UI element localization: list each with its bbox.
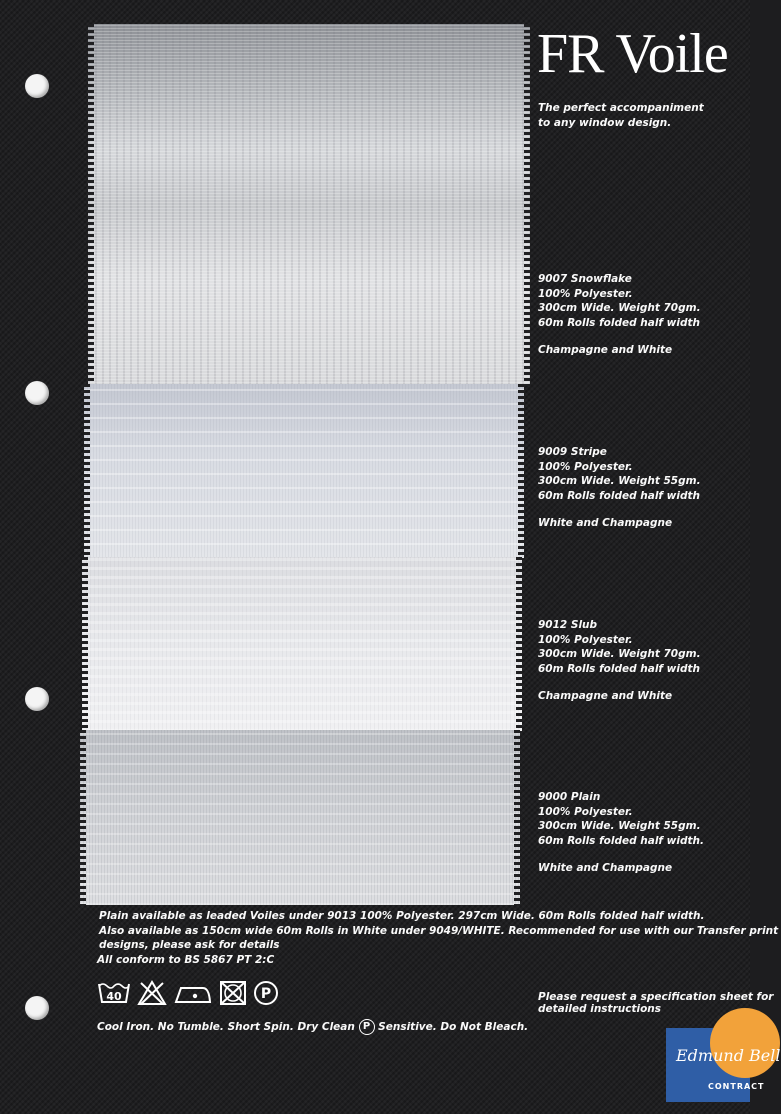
binder-hole-4 — [25, 996, 49, 1020]
logo-orange-circle — [710, 1008, 780, 1078]
product-stripe — [538, 445, 701, 531]
no-tumble-icon — [219, 980, 247, 1006]
product-spec: 300cm Wide. Weight 55gm. — [538, 820, 701, 832]
swatch-slub — [82, 557, 522, 732]
cool-iron-icon — [173, 980, 213, 1006]
product-rolls: 60m Rolls folded half width. — [538, 834, 704, 847]
dry-clean-p-icon — [253, 980, 279, 1006]
product-plain — [538, 790, 704, 876]
product-code: 9007 Snowflake — [538, 273, 632, 285]
product-spec: 300cm Wide. Weight 70gm. — [538, 648, 701, 660]
binder-hole-3 — [25, 687, 49, 711]
product-material: 100% Polyester. — [538, 805, 633, 818]
product-code: 9000 Plain — [538, 791, 601, 803]
product-colours: Champagne and White — [538, 344, 673, 356]
product-slub — [538, 618, 701, 704]
product-code: 9012 Slub — [538, 619, 598, 631]
wash-40-icon — [97, 980, 131, 1006]
product-spec: 300cm Wide. Weight 70gm. — [538, 302, 701, 314]
product-material: 100% Polyester. — [538, 460, 633, 473]
product-rolls: 60m Rolls folded half width — [538, 316, 700, 329]
swatch-plain — [80, 730, 520, 905]
product-colours: White and Champagne — [538, 517, 673, 529]
page-title: FR Voile — [537, 23, 728, 85]
product-colours: White and Champagne — [538, 862, 673, 874]
product-snowflake — [538, 272, 701, 358]
logo-word: CONTRACT — [708, 1082, 765, 1091]
dry-clean-symbol: P — [359, 1019, 375, 1035]
product-material: 100% Polyester. — [538, 287, 633, 300]
no-bleach-icon — [137, 980, 167, 1006]
tagline: The perfect accompaniment to any window design. — [538, 102, 704, 129]
swatch-stripe — [84, 384, 524, 559]
product-rolls: 60m Rolls folded half width — [538, 489, 700, 502]
product-colours: Champagne and White — [538, 690, 673, 702]
logo-signature: Edmund Bell — [676, 1046, 781, 1065]
brand-logo — [666, 1028, 781, 1102]
care-icons — [97, 980, 279, 1006]
binder-hole-1 — [25, 74, 49, 98]
binder-hole-2 — [25, 381, 49, 405]
product-code: 9009 Stripe — [538, 446, 607, 458]
svg-text:P: P — [260, 986, 272, 1002]
svg-text:40: 40 — [106, 990, 122, 1003]
care-instructions: Cool Iron. No Tumble. Short Spin. Dry Clean P Sensitive. Do Not Bleach. — [97, 1021, 529, 1033]
product-material: 100% Polyester. — [538, 633, 633, 646]
swatch-snowflake — [88, 24, 530, 386]
availability-notes: Plain available as leaded Voiles under 9013 100% Polyester. 297cm Wide. 60m Rolls folded half width. Also available as 150cm wide 60m Rolls in White under 9049/WHITE. Recommended for use with our Transfer print designs, please ask for details — [99, 910, 779, 951]
spec-sheet-request: Please request a specification sheet for detailed instructions — [538, 991, 774, 1015]
conform-standard: All conform to BS 5867 PT 2:C — [97, 954, 275, 966]
product-spec: 300cm Wide. Weight 55gm. — [538, 475, 701, 487]
product-rolls: 60m Rolls folded half width — [538, 662, 700, 675]
